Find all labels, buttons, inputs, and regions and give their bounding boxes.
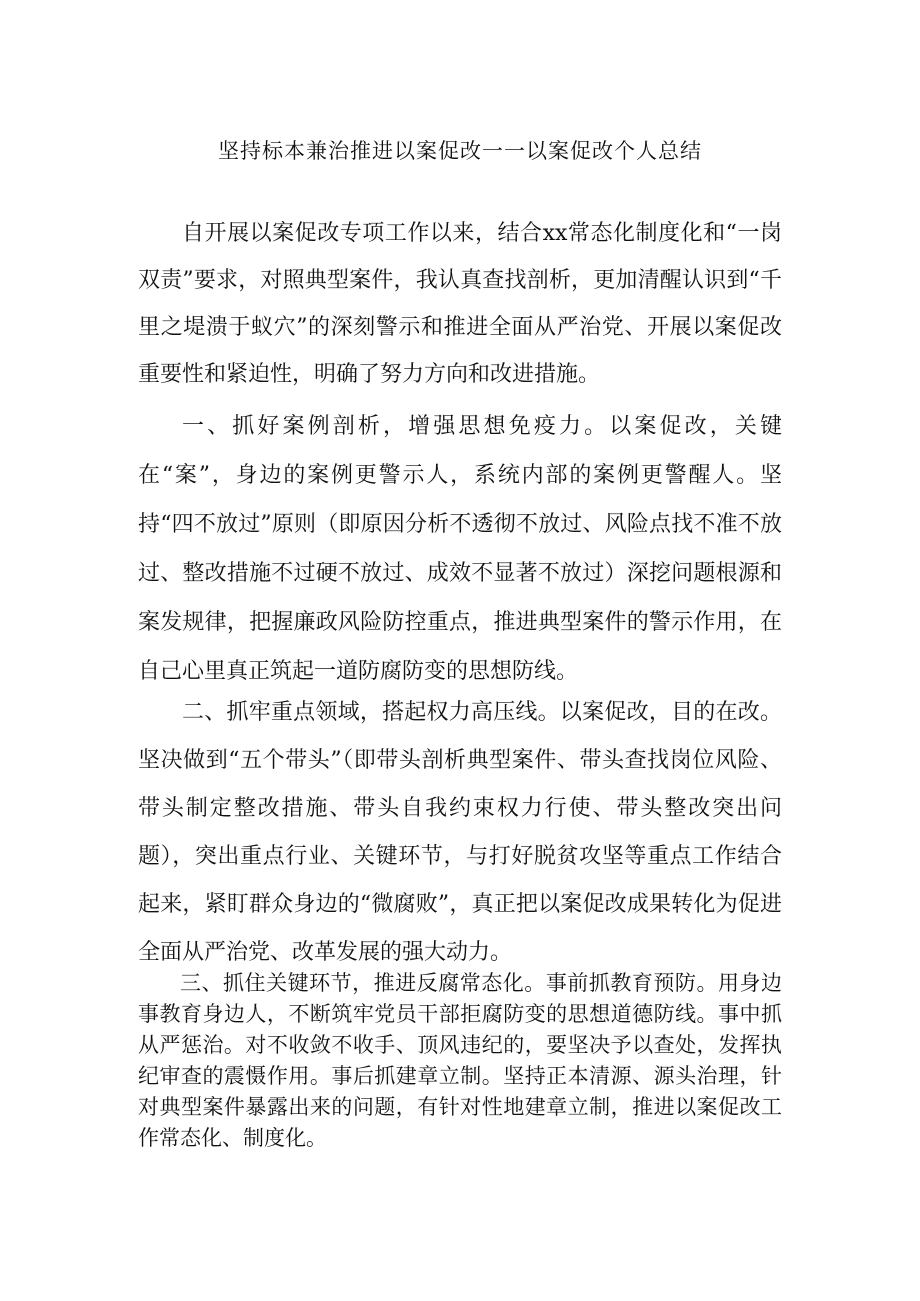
paragraph-intro: 自开展以案促改专项工作以来，结合xx常态化制度化和“一岗双责”要求，对照典型案件，我认真查找剖析，更加清醒认识到“千里之堤溃于蚁穴”的深刻警示和推进全面从严治党、开展以案促改重要性和紧迫性，明确了努力方向和改进措施。 xyxy=(138,221,782,387)
paragraph-key-areas: 二、抓牢重点领域，搭起权力高压线。以案促改，目的在改。坚决做到“五个带头”（即带头剖析典型案件、带头查找岗位风险、带头制定整改措施、带头自我约束权力行使、带头整改突出问题），突出重点行业、关键环节，与打好脱贫攻坚等重点工作结合起来，紧盯群众身边的“微腐败”，真正把以案促改成果转化为促进全面从严治党、改革发展的强大动力。 xyxy=(138,700,782,965)
document-title: 坚持标本兼治推进以案促改一一以案促改个人总结 xyxy=(218,139,702,163)
paragraph-case-analysis: 一、抓好案例剖析，增强思想免疫力。以案促改，关键在“案”，身边的案例更警示人，系统内部的案例更警醒人。坚持“四不放过”原则（即原因分析不透彻不放过、风险点找不准不放过、整改措施不过硬不放过、成效不显著不放过）深挖问题根源和案发规律，把握廉政风险防控重点，推进典型案件的警示作用，在自己心里真正筑起一道防腐防变的思想防线。 xyxy=(138,414,782,684)
paragraph-key-links: 三、抓住关键环节，推进反腐常态化。事前抓教育预防。用身边事教育身边人，不断筑牢党员干部拒腐防变的思想道德防线。事中抓从严惩治。对不收敛不收手、顶风违纪的，要坚决予以查处，发挥执纪审查的震慑作用。事后抓建章立制。坚持正本清源、源头治理，针对典型案件暴露出来的问题，有针对性地建章立制，推进以案促改工作常态化、制度化。 xyxy=(138,971,782,1150)
